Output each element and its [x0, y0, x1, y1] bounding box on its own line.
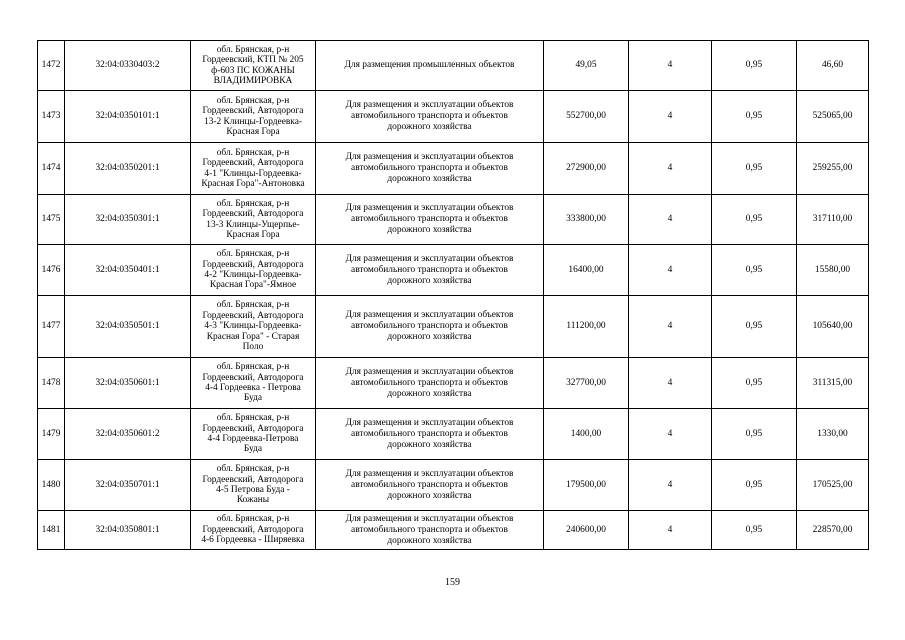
address-cell — [191, 91, 316, 143]
result-cell: 170525,00 — [797, 460, 869, 511]
purpose-cell-line: Для размещения промышленных объектов — [344, 60, 515, 70]
table-body — [38, 41, 869, 550]
address-cell-line: Гордеевский, Автодорога — [202, 106, 304, 117]
purpose-cell-line: автомобильного транспорта и объектов — [351, 377, 508, 388]
coefficient-cell: 0,95 — [712, 358, 797, 409]
value-cell: 1400,00 — [544, 409, 629, 460]
purpose-cell-line: Для размещения и эксплуатации объектов — [345, 513, 514, 524]
address-cell-line: 4-4 Гордеевка-Петрова — [207, 434, 299, 444]
purpose-cell-line: Для размещения и эксплуатации объектов — [345, 366, 514, 377]
address-cell-line: Гордеевский, Автодорога — [202, 209, 304, 220]
row-number-cell: 1472 — [38, 41, 65, 91]
value-cell: 333800,00 — [544, 195, 629, 245]
address-cell — [191, 511, 316, 550]
purpose-cell-line: автомобильного транспорта и объектов — [351, 111, 508, 121]
table-row — [38, 245, 869, 296]
address-cell — [191, 409, 316, 460]
purpose-cell-line: Для размещения и эксплуатации объектов — [345, 310, 514, 320]
purpose-cell-line: дорожного хозяйства — [387, 225, 472, 235]
coefficient-cell: 0,95 — [712, 460, 797, 511]
coefficient-cell: 0,95 — [712, 409, 797, 460]
purpose-cell-line: автомобильного транспорта и объектов — [351, 264, 508, 275]
purpose-cell-line: дорожного хозяйства — [387, 332, 472, 342]
purpose-cell-line: автомобильного транспорта и объектов — [351, 479, 508, 490]
address-cell-line: обл. Брянская, р-н — [216, 413, 290, 424]
purpose-cell — [316, 296, 544, 358]
value-cell: 327700,00 — [544, 358, 629, 409]
row-number-cell: 1473 — [38, 91, 65, 143]
address-cell-line: Красная Гора — [226, 229, 280, 240]
row-number-cell: 1475 — [38, 195, 65, 245]
purpose-cell — [316, 41, 544, 91]
coefficient-cell: 0,95 — [712, 41, 797, 91]
table-row — [38, 41, 869, 91]
row-number-cell: 1476 — [38, 245, 65, 296]
result-cell: 46,60 — [797, 41, 869, 91]
group-cell: 4 — [629, 143, 712, 195]
address-cell-line: обл. Брянская, р-н — [216, 464, 290, 475]
coefficient-cell: 0,95 — [712, 245, 797, 296]
address-cell-line: обл. Брянская, р-н — [216, 198, 290, 209]
value-cell: 552700,00 — [544, 91, 629, 143]
address-cell-line: ВЛАДИМИРОВКА — [213, 75, 293, 86]
purpose-cell — [316, 511, 544, 550]
group-cell: 4 — [629, 41, 712, 91]
address-cell-line: обл. Брянская, р-н — [216, 147, 290, 158]
address-cell-line: Гордеевский, Автодорога — [202, 259, 304, 270]
address-cell-line: обл. Брянская, р-н — [216, 362, 290, 373]
cadastral-number-cell: 32:04:0350301:1 — [65, 195, 191, 245]
table-row — [38, 460, 869, 511]
result-cell: 228570,00 — [797, 511, 869, 550]
purpose-cell-line: дорожного хозяйства — [387, 388, 472, 399]
purpose-cell-line: автомобильного транспорта и объектов — [351, 163, 508, 173]
cadastral-number-cell: 32:04:0350601:2 — [65, 409, 191, 460]
result-cell: 259255,00 — [797, 143, 869, 195]
page-number: 159 — [445, 577, 460, 588]
address-cell-line: обл. Брянская, р-н — [216, 300, 290, 311]
purpose-cell — [316, 460, 544, 511]
purpose-cell-line: дорожного хозяйства — [387, 122, 472, 132]
row-number-cell: 1474 — [38, 143, 65, 195]
purpose-cell-line: дорожного хозяйства — [387, 439, 472, 450]
address-cell-line: Гордеевский, КТП № 205 — [202, 55, 304, 66]
purpose-cell-line: дорожного хозяйства — [387, 275, 472, 286]
group-cell: 4 — [629, 409, 712, 460]
purpose-cell — [316, 409, 544, 460]
group-cell: 4 — [629, 195, 712, 245]
address-cell-line: Буда — [243, 444, 263, 455]
result-cell: 317110,00 — [797, 195, 869, 245]
address-cell-line: 13-2 Клинцы-Гордеевка- — [204, 116, 302, 127]
value-cell: 111200,00 — [544, 296, 629, 358]
address-cell — [191, 358, 316, 409]
purpose-cell-line: автомобильного транспорта и объектов — [351, 321, 508, 331]
row-number-cell: 1477 — [38, 296, 65, 358]
address-cell-line: Буда — [243, 393, 263, 404]
result-cell: 15580,00 — [797, 245, 869, 296]
cadastral-number-cell: 32:04:0350201:1 — [65, 143, 191, 195]
group-cell: 4 — [629, 296, 712, 358]
group-cell: 4 — [629, 91, 712, 143]
purpose-cell-line: Для размещения и эксплуатации объектов — [345, 203, 514, 213]
address-cell-line: обл. Брянская, р-н — [216, 95, 290, 106]
address-cell-line: 4-4 Гордеевка - Петрова — [205, 383, 301, 393]
purpose-cell-line: дорожного хозяйства — [387, 535, 472, 546]
group-cell: 4 — [629, 245, 712, 296]
result-cell: 525065,00 — [797, 91, 869, 143]
purpose-cell-line: Для размещения и эксплуатации объектов — [345, 152, 514, 162]
cadastral-number-cell: 32:04:0350801:1 — [65, 511, 191, 550]
address-cell — [191, 460, 316, 511]
address-cell-line: Красная Гора" - Старая — [206, 331, 300, 342]
address-cell-line: Гордеевский, Автодорога — [202, 310, 304, 321]
row-number-cell: 1479 — [38, 409, 65, 460]
address-cell-line: Гордеевский, Автодорога — [202, 474, 304, 485]
row-number-cell: 1481 — [38, 511, 65, 550]
coefficient-cell: 0,95 — [712, 91, 797, 143]
address-cell-line: ф-603 ПС КОЖАНЫ — [211, 65, 295, 76]
purpose-cell — [316, 91, 544, 143]
group-cell: 4 — [629, 358, 712, 409]
address-cell-line: Гордеевский, Автодорога — [202, 158, 304, 169]
table-row — [38, 91, 869, 143]
purpose-cell — [316, 195, 544, 245]
cadastral-number-cell: 32:04:0350101:1 — [65, 91, 191, 143]
cadastral-number-cell: 32:04:0350701:1 — [65, 460, 191, 511]
table-row — [38, 409, 869, 460]
cadastral-number-cell: 32:04:0350601:1 — [65, 358, 191, 409]
table-row — [38, 358, 869, 409]
address-cell-line: Поло — [242, 342, 264, 353]
purpose-cell-line: дорожного хозяйства — [387, 174, 472, 184]
address-cell-line: 13-3 Клинцы-Ущерпье- — [206, 219, 300, 230]
cadastral-number-cell: 32:04:0350501:1 — [65, 296, 191, 358]
address-cell — [191, 41, 316, 91]
value-cell: 179500,00 — [544, 460, 629, 511]
address-cell-line: обл. Брянская, р-н — [216, 249, 290, 260]
purpose-cell-line: автомобильного транспорта и объектов — [351, 428, 508, 439]
purpose-cell — [316, 143, 544, 195]
address-cell-line: Красная Гора"-Ямное — [209, 280, 297, 291]
address-cell-line: Кожаны — [236, 495, 270, 506]
cadastral-number-cell: 32:04:0350401:1 — [65, 245, 191, 296]
address-cell-line: обл. Брянская, р-н — [216, 44, 290, 55]
purpose-cell-line: автомобильного транспорта и объектов — [351, 214, 508, 224]
address-cell — [191, 195, 316, 245]
address-cell — [191, 296, 316, 358]
table-row — [38, 195, 869, 245]
table-row — [38, 296, 869, 358]
purpose-cell-line: Для размещения и эксплуатации объектов — [345, 100, 514, 110]
purpose-cell-line: Для размещения и эксплуатации объектов — [345, 417, 514, 428]
cadastral-table — [37, 40, 869, 550]
address-cell-line: 4-3 "Клинцы-Гордеевка- — [204, 321, 302, 332]
address-cell-line: Красная Гора — [226, 126, 280, 137]
value-cell: 49,05 — [544, 41, 629, 91]
table-row — [38, 511, 869, 550]
address-cell-line: Гордеевский, Автодорога — [202, 524, 304, 535]
address-cell-line: Гордеевский, Автодорога — [202, 423, 304, 434]
group-cell: 4 — [629, 511, 712, 550]
address-cell — [191, 245, 316, 296]
coefficient-cell: 0,95 — [712, 296, 797, 358]
result-cell: 1330,00 — [797, 409, 869, 460]
address-cell-line: обл. Брянская, р-н — [216, 514, 290, 525]
address-cell-line: Красная Гора"-Антоновка — [201, 178, 305, 189]
address-cell-line: Гордеевский, Автодорога — [202, 372, 304, 383]
purpose-cell-line: автомобильного транспорта и объектов — [351, 524, 508, 535]
coefficient-cell: 0,95 — [712, 511, 797, 550]
purpose-cell — [316, 358, 544, 409]
row-number-cell: 1480 — [38, 460, 65, 511]
coefficient-cell: 0,95 — [712, 195, 797, 245]
address-cell-line: 4-1 "Клинцы-Гордеевка- — [204, 168, 302, 179]
address-cell-line: 4-5 Петрова Буда - — [216, 485, 290, 495]
row-number-cell: 1478 — [38, 358, 65, 409]
result-cell: 105640,00 — [797, 296, 869, 358]
result-cell: 311315,00 — [797, 358, 869, 409]
coefficient-cell: 0,95 — [712, 143, 797, 195]
cadastral-number-cell: 32:04:0330403:2 — [65, 41, 191, 91]
value-cell: 240600,00 — [544, 511, 629, 550]
purpose-cell-line: Для размещения и эксплуатации объектов — [345, 468, 514, 479]
purpose-cell-line: дорожного хозяйства — [387, 490, 472, 501]
address-cell — [191, 143, 316, 195]
purpose-cell-line: Для размещения и эксплуатации объектов — [345, 253, 514, 264]
address-cell-line: 4-6 Гордеевка - Ширяевка — [201, 535, 305, 546]
table-row — [38, 143, 869, 195]
value-cell: 272900,00 — [544, 143, 629, 195]
purpose-cell — [316, 245, 544, 296]
group-cell: 4 — [629, 460, 712, 511]
address-cell-line: 4-2 "Клинцы-Гордеевка- — [204, 270, 302, 280]
value-cell: 16400,00 — [544, 245, 629, 296]
